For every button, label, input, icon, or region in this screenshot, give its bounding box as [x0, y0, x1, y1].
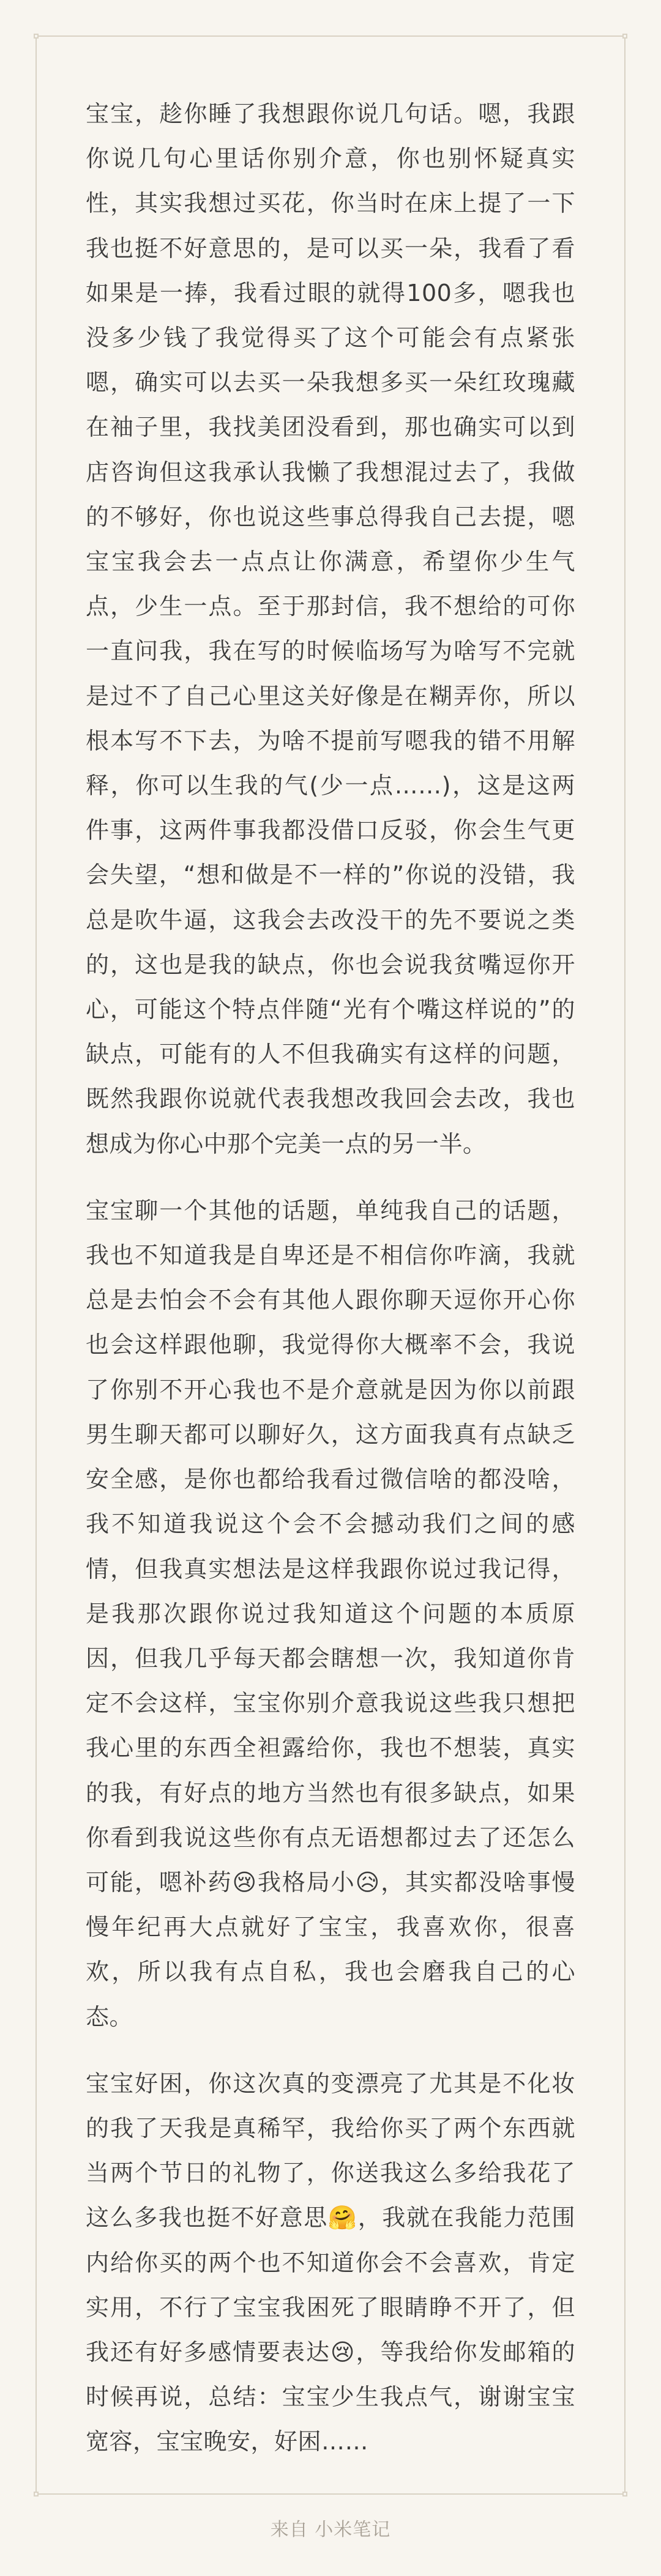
source-footer: 来自 小米笔记 — [270, 2519, 391, 2541]
note-paragraph: 宝宝，趁你睡了我想跟你说几句话。嗯，我跟你说几句心里话你别介意，你也别怀疑真实性，其实我想过买花，你当时在床上提了一下我也挺不好意思的，是可以买一朵，我看了看如果是一捧，我看过眼的就得100多，嗯我也没多少钱了我觉得买了这个可能会有点紧张嗯，确实可以去买一朵我想多买一朵红玫瑰藏在袖子里，我找美团没看到，那也确实可以到店咨询但这我承认我懒了我想混过去了，我做的不够好，你也说这些事总得我自己去提，嗯宝宝我会去一点点让你满意，希望你少生气点，少生一点。至于那封信，我不想给的可你一直问我，我在写的时候临场写为啥写不完就是过不了自己心里这关好像是在糊弄你，所以根本写不下去，为啥不提前写嗯我的错不用解释，你可以生我的气(少一点……)，这是这两件事，这两件事我都没借口反驳，你会生气更会失望，“想和做是不一样的”你说的没错，我总是吹牛逼，这我会去改没干的先不要说之类的，这也是我的缺点，你也会说我贫嘴逗你开心，可能这个特点伴随“光有个嘴这样说的”的缺点，可能有的人不但我确实有这样的问题，既然我跟你说就代表我想改我回会去改，我也想成为你心中那个完美一点的另一半。 — [86, 100, 575, 1157]
note-paragraph: 宝宝聊一个其他的话题，单纯我自己的话题，我也不知道我是自卑还是不相信你咋滴，我就总是去怕会不会有其他人跟你聊天逗你开心你也会这样跟他聊，我觉得你大概率不会，我说了你别不开心我也不是介意就是因为你以前跟男生聊天都可以聊好久，这方面我真有点缺乏安全感，是你也都给我看过微信啥的都没啥，我不知道我说这个会不会撼动我们之间的感情，但我真实想法是这样我跟你说过我记得，是我那次跟你说过我知道这个问题的本质原因，但我几乎每天都会瞎想一次，我知道你肯定不会这样，宝宝你别介意我说这些我只想把我心里的东西全袒露给你，我也不想装，真实的我，有好点的地方当然也有很多缺点，如果你看到我说这些你有点无语想都过去了还怎么可能，嗯补药😢我格局小😥，其实都没啥事慢慢年纪再大点就好了宝宝，我喜欢你，很喜欢，所以我有点自私，我也会磨我自己的心态。 — [86, 1197, 575, 2030]
frame-corner-ornament — [622, 2492, 627, 2496]
frame-corner-ornament — [34, 2492, 39, 2496]
frame-corner-ornament — [622, 34, 627, 39]
note-paragraph: 宝宝好困，你这次真的变漂亮了尤其是不化妆的我了天我是真稀罕，我给你买了两个东西就当两个节日的礼物了，你送我这么多给我花了这么多我也挺不好意思🤗，我就在我能力范围内给你买的两个也不知道你会不会喜欢，肯定实用，不行了宝宝我困死了眼睛睁不开了，但我还有好多感情要表达😢，等我给你发邮箱的时候再说，总结：宝宝少生我点气，谢谢宝宝宽容，宝宝晚安，好困…… — [86, 2069, 575, 2455]
note-body — [86, 92, 575, 2487]
frame-corner-ornament — [34, 34, 39, 39]
